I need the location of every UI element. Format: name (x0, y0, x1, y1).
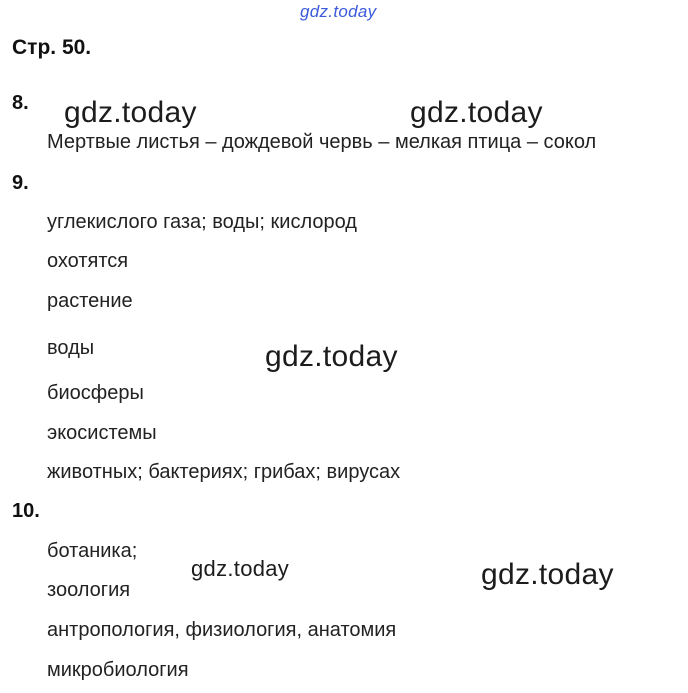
answer-9-5: биосферы (47, 382, 144, 404)
answer-9-3: растение (47, 290, 133, 312)
watermark-q8-right: gdz.today (410, 96, 543, 129)
watermark-q10-left: gdz.today (191, 556, 290, 581)
answer-8: Мертвые листья – дождевой червь – мелкая птица – сокол (47, 131, 597, 153)
watermark-q10-right: gdz.today (481, 558, 614, 591)
answer-9-6: экосистемы (47, 422, 157, 444)
watermark-top: gdz.today (300, 2, 377, 21)
answer-9-2: охотятся (47, 250, 129, 272)
answer-10-2: зоология (47, 579, 131, 601)
answer-9-4: воды (47, 337, 95, 359)
answer-10-3: антропология, физиология, анатомия (47, 619, 397, 641)
watermark-q8-left: gdz.today (64, 96, 197, 129)
answer-9-7: животных; бактериях; грибах; вирусах (47, 461, 401, 483)
watermark-q9-center: gdz.today (265, 340, 398, 373)
answer-10-1: ботаника; (47, 540, 138, 562)
question-number-8: 8. (12, 92, 29, 114)
page-title: Стр. 50. (12, 36, 92, 59)
answer-10-4: микробиология (47, 659, 189, 681)
question-number-10: 10. (12, 500, 40, 522)
question-number-9: 9. (12, 172, 29, 194)
answer-9-1: углекислого газа; воды; кислород (47, 211, 357, 233)
